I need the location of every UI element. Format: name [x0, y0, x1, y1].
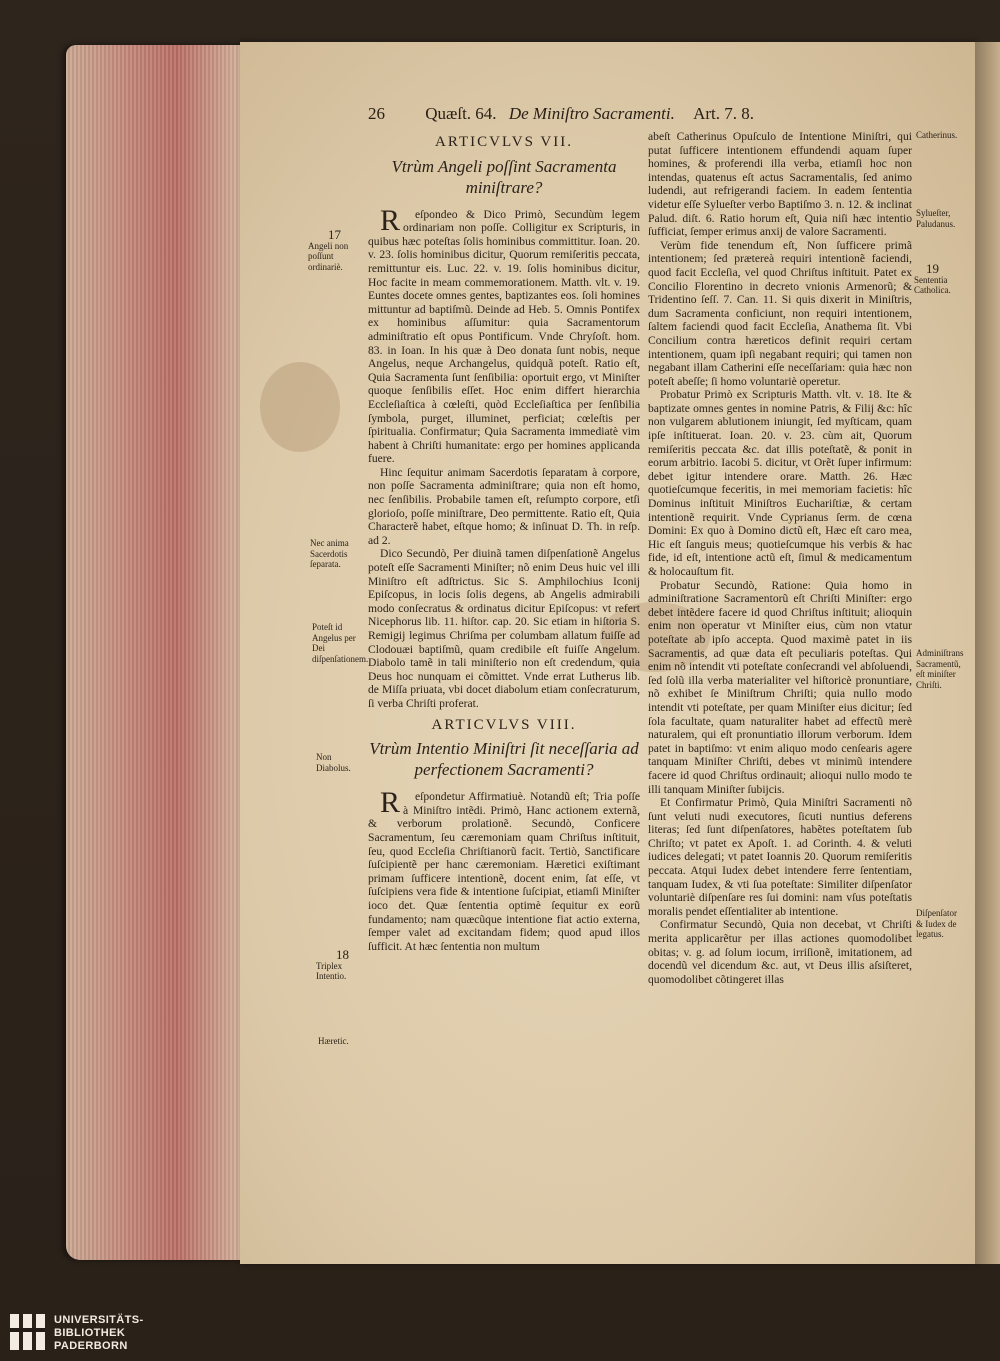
margin-note	[916, 208, 960, 229]
right-paragraph: Et Confirmatur Primò, Quia Miniſtri Sacramenti nõ ſunt veluti nudi executores, ſicuti nuntius deferens literas; ſed ſunt diſpenſatores, habẽtes poteſtatem ſub Chriſto; vt patet ex Apoſt. 1. ad Corinth. 4. & veluti iudices delegati; vt patet Ioannis 20. Quorum remiſeritis peccata. Atqui Iudex debet intendere ferre ſententiam, tanquam Iudex, & vti ſua poteſtate: Similiter diſpenſator voluntariè diſpenſare res ſui domini: nam vſus poteſtatis moralis pendet eſſentialiter ab intentione.	[648, 796, 912, 918]
margin-note-text: Triplex Intentio.	[316, 960, 347, 981]
header-articles: Art. 7. 8.	[693, 104, 755, 123]
article8-paragraph: Reſpondetur Affirmatiuè. Notandũ eſt; Tria poſſe à Miniſtro intẽdi. Primò, Hanc actionem externã, & verborum prolationẽ. Secundò, Conficere Sacramentum, ſeu cæremoniam quam Chriſtus inſtituit, ſeu, quod Eccleſia Chriſtianorũ facit. Tertiò, Sanctificare ſuſcipientẽ per hanc cæremoniam. Hæretici exiſtimant primam ſufficere intentionẽ, docent enim, ſat eſſe, vt ſuſcipiens vera fide & intentione ſuſcipiat, etiamſi Miniſter ioco det. Quæ ſententia optimè ſequitur ex eorũ fundamento; nam quæcũque intentione fiat actio externa, ſemper valet ad excitandam fidem; quod apud illos ſufficit. At hæc ſententia non multum	[368, 786, 640, 953]
article7-paragraph: Dico Secundò, Per diuinã tamen diſpenſationẽ Angelus poteſt eſſe Sacramenti Miniſter; nõ enim Deus huic vel illi Miniſtro eſt adſtrictus. Sic S. Amphilochius Iconij Epiſcopus, in locis ſolis degens, ab Angelis admirabili modo conſecratus & ordinatus dicitur Epiſcopus: vt refert Nicephorus lib. 11. hiſtor. cap. 20. Sic etiam in hiſtoria S. Remigij legimus Chriſma per columbam allatum fuiſſe ad Clodouæi baptiſmũ, quam credibile eſt fuiſſe Angelum. Diabolo tamẽ in tali miniſterio non eſt credendum, quia Deus hoc nunquam ei cõmittet. Vnde errat Lutherus lib. de Miſſa priuata, vbi docet diabolum etiam conſecraturum, ſi verba Chriſti proferat.	[368, 547, 640, 710]
margin-note	[316, 752, 362, 773]
left-column	[368, 134, 640, 953]
margin-note	[316, 947, 366, 982]
margin-note	[916, 908, 962, 940]
margin-note	[916, 648, 962, 690]
margin-note	[310, 538, 372, 570]
article7-paragraph: Hinc ſequitur animam Sacerdotis ſeparatam à corpore, non poſſe Sacramenta adminiſtrare; quia non eſt homo, nec ſenſibilis. Probabile tamen eſt, reſumpto corpore, etſi glorioſo, poſſe miniſtrare, Deo permittente. Ratio eſt, Quia Characterẽ habet, eſtque homo; & inſinuat D. Th. in reſp. ad 2.	[368, 465, 640, 547]
right-paragraph: Probatur Primò ex Scripturis Matth. vlt. v. 18. Ite & baptizate omnes gentes in nomine Patris, & Filij &c: hîc non vulgarem ablutionem iniungit, ſed myſticam, quam ipſe inſtituerat. Ioan. 20. v. 23. cùm ait, Quorum remiſeritis peccata &c. dat illis poteſtatẽ, & ponit in eorum arbitrio. Iacobi 5. dicitur, vt Orẽt ſuper infirmum: debet igitur intendere orare. Matth. 26. Hæc quotieſcumque feceritis, in mei memoriam facietis: hîc Dominus inſtituit Miniſtros Euchariſtiæ, & certam intentionẽ requirit. Vnde Cyprianus ſerm. de cœna Domini: Ex quo à Domino dictũ eſt, Hæc eſt caro mea, Hic eſt ſanguis meus; quotieſcumque his verbis & hac fide, id eſt, intentione actũ eſt, ſimul & medicamentum & holocauſtum fit.	[648, 388, 912, 578]
page-number: 26	[368, 104, 385, 123]
margin-note	[312, 622, 369, 664]
logo-line: BIBLIOTHEK	[54, 1327, 126, 1339]
logo-line: UNIVERSITÄTS-	[54, 1314, 144, 1326]
running-header	[368, 104, 928, 124]
margin-note-text: Poteſt id Angelus per Dei diſpenſationem.	[312, 622, 369, 664]
paper-stain	[260, 362, 340, 452]
margin-note-text: Sententia Catholica.	[914, 274, 951, 295]
library-logo-icon	[8, 1312, 48, 1352]
right-paragraph: Confirmatur Secundò, Quia non decebat, vt Chriſti merita applicarẽtur per illas actiones quomodolibet obitas; v. g. ad ſolum iocum, irriſionẽ, imitationem, ad docendũ vel dicendum &c. aut, vt Deus illis aſsiſteret, quomodolibet cõtingeret illas	[648, 918, 912, 986]
logo-line: PADERBORN	[54, 1340, 128, 1352]
facing-page-edge	[975, 42, 1000, 1264]
margin-note	[914, 261, 960, 296]
library-logo-text	[54, 1314, 144, 1353]
margin-note	[308, 227, 370, 272]
article7-heading: ARTICVLVS VII.	[435, 134, 573, 150]
margin-note-text: Hæretic.	[318, 1036, 349, 1046]
right-paragraph: abeſt Catherinus Opuſculo de Intentione Miniſtri, qui putat ſufficere intentionem effundendi aquam ſuper homines, & proferendi illa verba, etiamſi hoc non intendas, quatenus eſt actus Sacramentalis, ſed animo ludendi, aut refrigerandi faciem. In eadem ſententia videtur eſſe Sylueſter verbo Baptiſmo 3. n. 12. & inclinat Palud. diſt. 6. Ratio horum eſt, Quia niſi hæc intentio ſufficiat, ſemper erimus anxij de valore Sacramenti.	[648, 130, 912, 239]
book-fore-edge	[66, 45, 250, 1260]
article8-heading: ARTICVLVS VIII.	[431, 716, 577, 733]
library-logo	[8, 1310, 168, 1358]
margin-note-number: 17	[328, 227, 341, 242]
right-paragraph: Probatur Secundò, Ratione: Quia homo in adminiſtratione Sacramentorũ eſt Chriſti Miniſter: ergo debet intẽdere facere id quod Chriſtus inſtituit; alioquin enim non operatur vt Miniſter eius, cùm non vtatur poteſtate ab ipſo accepta. Quod maximè patet in iis Sacramentis, ad quæ data eſt peculiaris poteſtas. Qui enim nõ intendit vti poteſtate conſecrandi vel abſoluendi, ſed ſolũ illa verba materialiter vel hiſtoricè pronuntiare, nõ exhibet ſe Miniſtrum Chriſti; quia nullo modo intendit vti poteſtate, per quam Miniſter eius dicitur; ſed ſola facultate, quam naturaliter habet ad effectũ merè naturalem, qui eſt pronuntiatio illorum verborum. Idem patet in baptiſmo: vt enim aliquo modo cenſearis agere tanquam Miniſter Chriſti, debes vt minimũ intendere facere id quod Chriſtus ordinauit; alioqui nullo modo te illi tanquam Miniſter ſubijcis.	[648, 578, 912, 796]
margin-note-number: 19	[926, 261, 939, 276]
article7-question: Vtrùm Angeli poſſint Sacramenta miniſtrare?	[391, 156, 617, 197]
margin-note	[916, 130, 956, 141]
quaestio-label: Quæſt. 64.	[425, 104, 497, 123]
margin-note-text: Adminiſtrans Sacramentũ, eſt miniſter Chriſti.	[916, 648, 964, 690]
margin-note-text: Angeli non poſſunt ordinariè.	[308, 240, 349, 272]
margin-note-text: Sylueſter, Paludanus.	[916, 208, 956, 229]
margin-note	[318, 1036, 380, 1047]
margin-note-text: Nec anima Sacerdotis ſeparata.	[310, 538, 349, 569]
margin-note-text: Catherinus.	[916, 130, 958, 140]
margin-note-number: 18	[336, 947, 349, 962]
header-title: De Miniſtro Sacramenti.	[508, 104, 675, 123]
margin-note-text: Diſpenſator & Iudex de legatus.	[916, 908, 957, 939]
article8-question: Vtrùm Intentio Miniſtri ſit neceſſaria ad perfectionem Sacramenti?	[369, 739, 639, 780]
right-column	[648, 130, 912, 986]
right-paragraph: Verùm fide tenendum eſt, Non ſufficere primã intentionem; ſed prætereà requiri intentionẽ faciendi, quod facit Eccleſia, vel quod Chriſtus inſtituit. Patet ex Concilio Florentino in decreto vnionis Armenorũ; & Tridentino ſeſſ. 7. Can. 11. Si quis dixerit in Miniſtris, dum Sacramenta conficiunt, non requiri intentionem, ſaltem faciendi quod facit Eccleſia, Anathema ſit. Vbi Concilium contra hæreticos definit requiri certam intentionem, quam ipſi negabant requiri; qui tamen non negabant illam Catherini eſſe neceſſariam: quia hæc non poteſt abeſſe; ſi homo voluntariè operetur.	[648, 238, 912, 388]
margin-note-text: Non Diabolus.	[316, 752, 351, 773]
article7-paragraph: Reſpondeo & Dico Primò, Secundùm legem ordinariam non poſſe. Colligitur ex Scripturis, in quibus hæc poteſtas ſolis hominibus committitur. Ioan. 20. v. 23. ſolis hominibus dicitur, Quorum remiſeritis peccata, remittuntur eis. Luc. 22. v. 19. ſolis hominibus dicitur, Hoc facite in meam commemorationem. Matth. vlt. v. 19. Euntes docete omnes gentes, baptizantes eos. ſoli homines mittuntur ad baptiſmũ. Deinde ad Heb. 5. Omnis Pontifex ex hominibus aſſumitur: quia Sacramentorum adminiſtratio eſt opus Pontificum. Vnde Chryſoſt. hom. 83. in Ioan. In his quæ à Deo donata ſunt nobis, neque Angelus, neque Archangelus, quidquã poteſt. Ratio eſt, Quia Sacramenta ſunt ſenſibilia: oportuit ergo, vt Miniſter quoque ſenſibilis eſſet. Hoc enim differt hierarchia Eccleſiaſtica à cœleſti, quòd Eccleſiaſtica per ſenſibilia ſymbola, purget, illuminet, perficiat; cœleſtis per ſpiritualia. Confirmatur; Quia Sacramenta immediatè vim habent à Chriſti humanitate: ergo per homines applicanda fuere.	[368, 203, 640, 466]
